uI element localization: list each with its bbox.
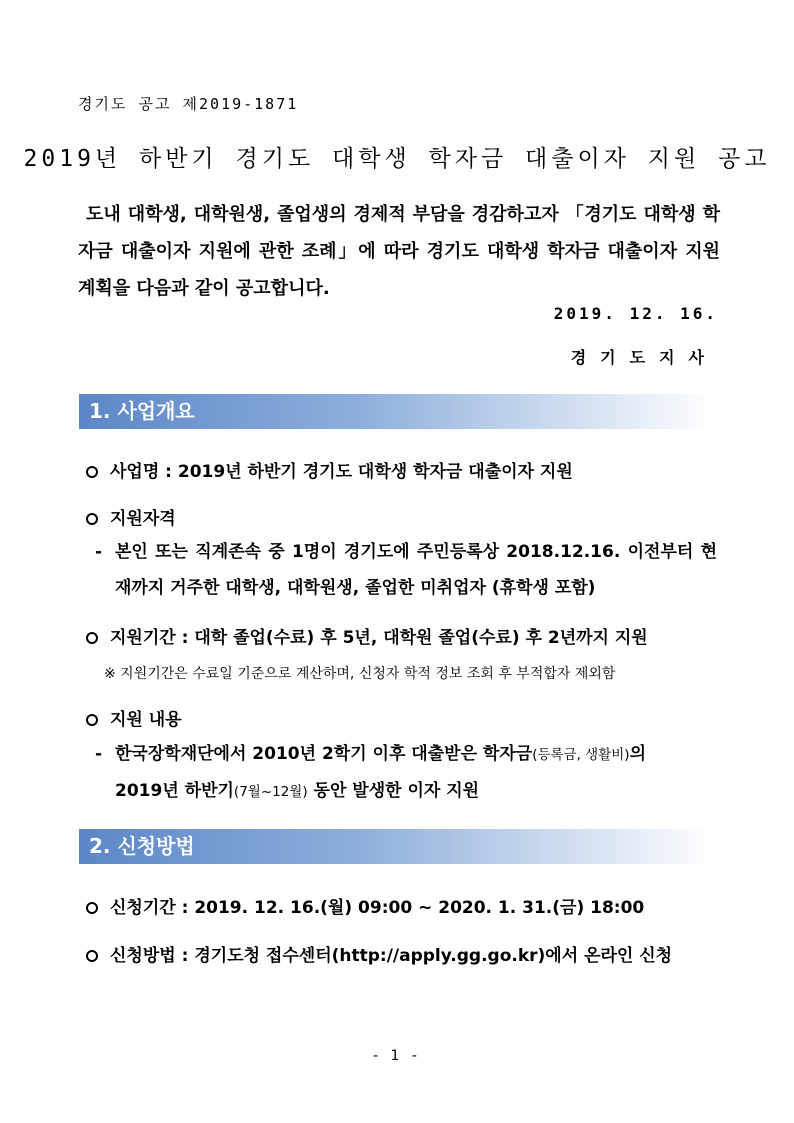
- support-period-text: 지원기간 : 대학 졸업(수료) 후 5년, 대학원 졸업(수료) 후 2년까지 지원: [110, 628, 648, 648]
- eligibility-item: [86, 504, 718, 529]
- circle-bullet-icon: [86, 466, 98, 478]
- page-title: 2019년 하반기 경기도 대학생 학자금 대출이자 지원 공고: [23, 146, 771, 172]
- support-content-text: [115, 736, 717, 810]
- circle-bullet-icon: [86, 714, 98, 726]
- eligibility-detail: [95, 534, 717, 606]
- content-text-part: 한국장학재단에서 2010년 2학기 이후 대출받은 학자금: [115, 744, 533, 764]
- support-period-note: ※ 지원기간은 수료일 기준으로 계산하며, 신청자 학적 정보 조회 후 부적합자 제외함: [104, 666, 616, 682]
- circle-bullet-icon: [86, 950, 98, 962]
- business-name-text: 사업명 : 2019년 하반기 경기도 대학생 학자금 대출이자 지원: [110, 462, 573, 482]
- application-method-item: [86, 939, 718, 973]
- application-method-text: 신청방법 : 경기도청 접수센터(http://apply.gg.go.kr)에서 온라인 신청: [110, 946, 673, 966]
- dash-marker: -: [95, 542, 103, 562]
- dash-marker: -: [95, 744, 103, 764]
- support-content-detail: [95, 736, 717, 810]
- business-name-item: [86, 457, 718, 482]
- notice-date: 2019. 12. 16.: [553, 304, 718, 323]
- content-text-part: 2019년 하반기: [115, 781, 234, 801]
- content-text-part: 의: [629, 744, 646, 764]
- circle-bullet-icon: [86, 513, 98, 525]
- support-content-label: 지원 내용: [110, 710, 182, 730]
- circle-bullet-icon: [86, 632, 98, 644]
- application-period-item: [86, 893, 718, 918]
- eligibility-detail-text: 본인 또는 직계존속 중 1명이 경기도에 주민등록상 2018.12.16. 이전부터 현재까지 거주한 대학생, 대학원생, 졸업한 미취업자 (휴학생 포함): [115, 542, 717, 598]
- circle-bullet-icon: [86, 902, 98, 914]
- notice-number: 경기도 공고 제2019-1871: [78, 95, 299, 113]
- signer: 경기도지사: [570, 348, 718, 367]
- content-text-part: 동안 발생한 이자 지원: [307, 781, 480, 801]
- section-heading-overview: 1. 사업개요: [79, 394, 715, 429]
- support-content-item: [86, 705, 718, 730]
- intro-text: 도내 대학생, 대학원생, 졸업생의 경제적 부담을 경감하고자 「경기도 대학생 학자금 대출이자 지원에 관한 조례」에 따라 경기도 대학생 학자금 대출이자 지원 계획을 다음과 같이 공고합니다.: [78, 204, 720, 299]
- page-number: - 1 -: [373, 1048, 421, 1064]
- application-period-text: 신청기간 : 2019. 12. 16.(월) 09:00 ~ 2020. 1. 31.(금) 18:00: [110, 898, 645, 918]
- section-heading-application: 2. 신청방법: [79, 829, 715, 864]
- support-period-item: [86, 623, 718, 648]
- content-text-part: (7월~12월): [233, 784, 308, 800]
- intro-paragraph: [78, 196, 720, 307]
- eligibility-label: 지원자격: [110, 509, 176, 529]
- content-text-part: (등록금, 생활비): [532, 747, 630, 763]
